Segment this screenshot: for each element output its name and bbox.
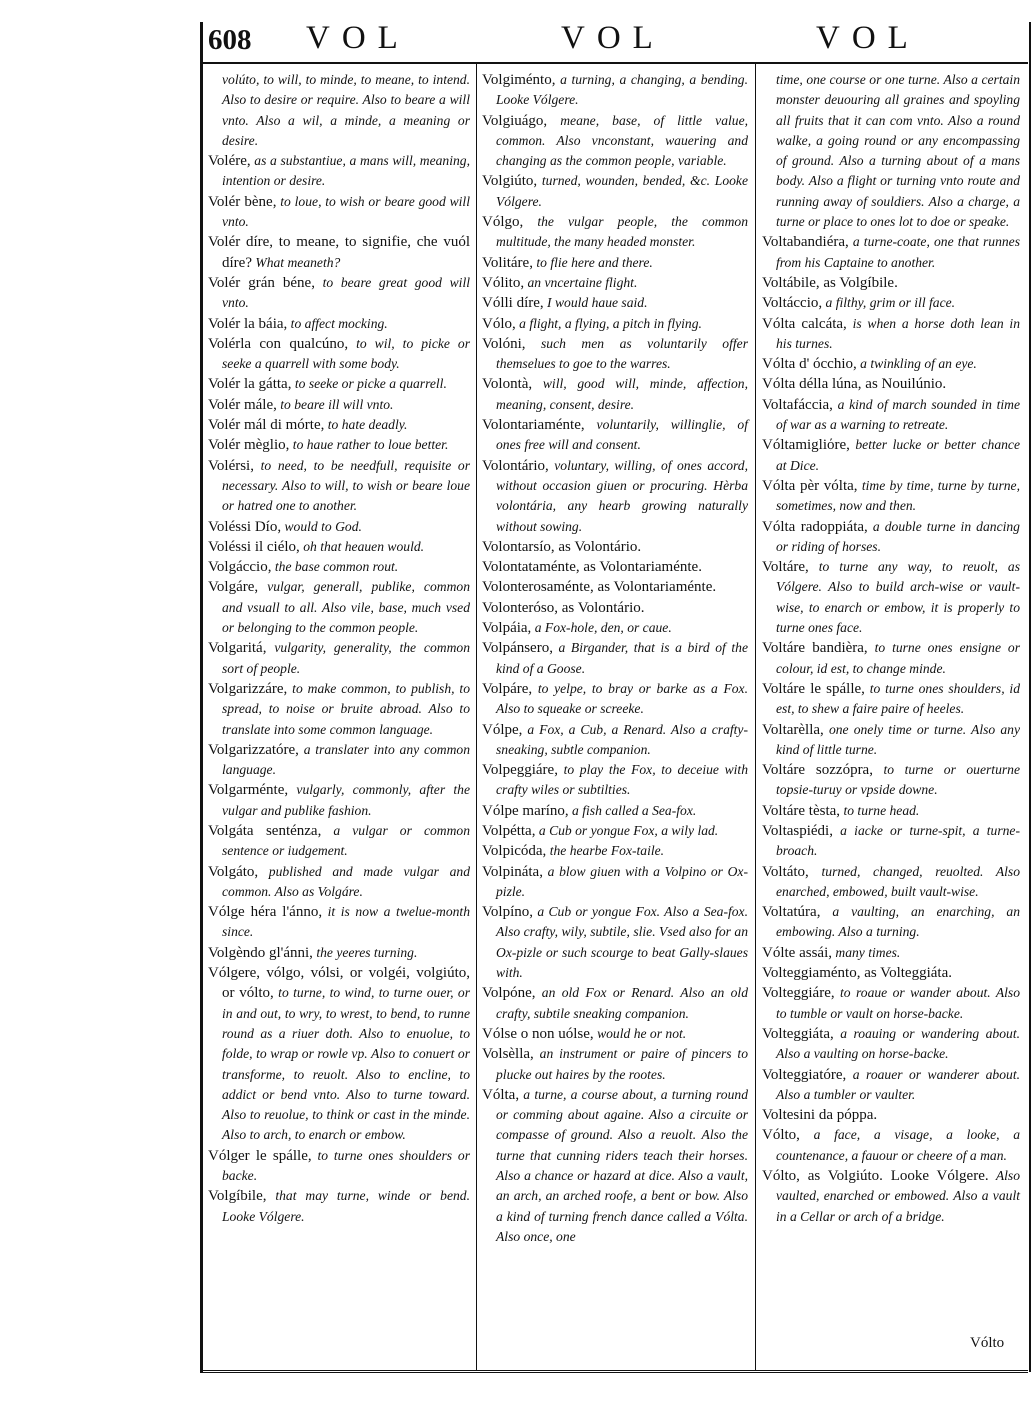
entry-definition: oh that heauen would. bbox=[299, 538, 425, 554]
entry-headword: Vólger le spálle, bbox=[208, 1147, 312, 1164]
dictionary-entry bbox=[208, 1146, 470, 1187]
entry-definition: to turne any way, to reuolt, as Vólgere. Also to build arch-wise or vault-wise, to enarch or embow, it is properly to turne ones face. bbox=[776, 559, 1020, 636]
entry-definition: turned, wounden, bended, &c. Looke Vólgere. bbox=[496, 173, 748, 209]
entry-definition: an vncertaine flight. bbox=[524, 274, 638, 290]
dictionary-entry bbox=[482, 334, 748, 375]
footer-rule bbox=[200, 1370, 1028, 1373]
entry-definition: to loue, to wish or beare good will vnto. bbox=[222, 193, 470, 230]
dictionary-entry bbox=[482, 720, 748, 761]
entry-definition: a vulgar or common sentence or iudgement. bbox=[222, 822, 470, 859]
dictionary-entry bbox=[208, 780, 470, 821]
entry-headword: Volpeggiáre, bbox=[482, 762, 558, 779]
entry-definition: as a substantiue, a mans will, meaning, intention or desire. bbox=[222, 153, 470, 189]
dictionary-entry bbox=[482, 374, 748, 415]
entry-headword: Voltáccio, bbox=[762, 295, 823, 312]
dictionary-entry bbox=[208, 192, 470, 233]
dictionary-entry bbox=[762, 963, 1020, 983]
dictionary-entry bbox=[482, 598, 748, 618]
entry-headword: Volgarizzáre, bbox=[208, 680, 288, 697]
entry-headword: Vólo, bbox=[482, 315, 516, 332]
entry-definition: to beare great good will vnto. bbox=[222, 274, 471, 311]
dictionary-entry bbox=[482, 841, 748, 861]
entry-headword: Vólpe maríno, bbox=[482, 802, 569, 819]
entry-headword: Vólgere, vólgo, vólsi, or volgéi, volgiúto, or vólto, bbox=[208, 965, 470, 1002]
dictionary-entry bbox=[482, 273, 748, 293]
entry-headword: Volér la gátta, bbox=[208, 376, 292, 393]
entry-definition: an instrument or paire of pincers to plucke out haires by the rootes. bbox=[496, 1046, 748, 1082]
dictionary-entry bbox=[208, 374, 470, 394]
entry-headword: Volgáccio, bbox=[208, 559, 272, 576]
dictionary-entry bbox=[208, 821, 470, 862]
entry-definition: vulgarity, generality, the common sort of people. bbox=[222, 640, 470, 676]
entry-definition: a twinkling of an eye. bbox=[856, 356, 977, 372]
entry-headword: Volontarsío, as Volontário. bbox=[482, 538, 642, 555]
entry-headword: Voltáre bandièra, bbox=[762, 640, 868, 657]
entry-headword: Volgarménte, bbox=[208, 782, 289, 799]
running-header bbox=[206, 20, 1021, 60]
entry-headword: Voléssi il ciélo, bbox=[208, 538, 300, 555]
entry-headword: Vólta radoppiáta, bbox=[762, 518, 868, 535]
entry-definition: the vulgar people, the common multitude, the many headed monster. bbox=[496, 214, 748, 250]
dictionary-entry bbox=[482, 1024, 748, 1044]
entry-definition: a face, a visage, a looke, a countenance, a fauour or cheere of a man. bbox=[776, 1127, 1020, 1163]
entry-headword: Volér grán béne, bbox=[208, 274, 315, 291]
dictionary-entry bbox=[208, 963, 470, 1146]
entry-definition: a turne, a course about, a turning round or comming about againe. Also a circuite or compasse of ground. Also a reuolt. Also the turne that cunning riders teach their horses. Also a chance or hazard at dice. Also a vault, an arch, an arched roofe, a bent or bow. Also a kind of turning french dance called a Vólta. Also once, one bbox=[496, 1086, 748, 1244]
dictionary-entry bbox=[762, 314, 1020, 355]
entry-headword: Volteggiaménto, as Volteggiáta. bbox=[762, 965, 952, 982]
entry-definition: to turne or ouerturne topsie-turuy or vpside downe. bbox=[776, 762, 1020, 798]
entry-definition: vulgarly, commonly, after the vulgar and publike fashion. bbox=[222, 782, 470, 818]
dictionary-entry bbox=[208, 334, 470, 375]
entry-definition: time by time, turne by turne, sometimes, now and then. bbox=[776, 477, 1020, 514]
entry-definition: to wil, to picke or seeke a quarrell with some body. bbox=[222, 335, 471, 372]
entry-definition: to hate deadly. bbox=[324, 417, 408, 433]
dictionary-entry bbox=[762, 1024, 1020, 1065]
entry-headword: Volontariaménte, bbox=[482, 417, 585, 434]
entry-headword: Volonterosaménte, as Volontariaménte. bbox=[482, 579, 717, 596]
dictionary-entry bbox=[208, 314, 470, 334]
entry-definition: a turning, a changing, a bending. Looke Vólgere. bbox=[496, 72, 748, 108]
entry-definition: will, good will, minde, affection, meaning, consent, desire. bbox=[496, 376, 748, 412]
entry-definition: many times. bbox=[831, 944, 901, 960]
dictionary-entry bbox=[482, 902, 748, 983]
dictionary-entry bbox=[482, 679, 748, 720]
dictionary-entry bbox=[482, 983, 748, 1024]
dictionary-entry bbox=[762, 435, 1020, 476]
entry-headword: Volpáia, bbox=[482, 620, 532, 637]
entry-definition: to affect mocking. bbox=[287, 315, 388, 331]
dictionary-entry bbox=[482, 1044, 748, 1085]
entry-headword: Vólta d' ócchio, bbox=[762, 356, 857, 373]
entry-headword: Volérsi, bbox=[208, 457, 254, 474]
dictionary-entry bbox=[208, 557, 470, 577]
entry-headword: Voltáto, bbox=[762, 863, 809, 880]
entry-headword: Voltatúra, bbox=[762, 904, 821, 921]
column-divider bbox=[755, 63, 756, 1370]
entry-definition: a vaulting, an enarching, an embowing. Also a turning. bbox=[776, 904, 1020, 940]
dictionary-entry bbox=[208, 232, 470, 273]
entry-headword: Volér la báia, bbox=[208, 315, 288, 332]
entry-headword: Volgáta senténza, bbox=[208, 822, 322, 839]
entry-definition: turned, changed, reuolted. Also enarched, embowed, built vault-wise. bbox=[776, 863, 1020, 899]
entry-definition: What meaneth? bbox=[251, 254, 341, 270]
running-headword: VOL bbox=[816, 20, 920, 56]
entry-definition: meane, base, of little value, common. Also vnconstant, wauering and changing as the common people, variable. bbox=[496, 112, 748, 169]
entry-definition: to turne ones shoulders, id est, to shew a faire paire of heeles. bbox=[776, 680, 1020, 717]
entry-headword: Voltafáccia, bbox=[762, 396, 833, 413]
entry-definition: better lucke or better chance at Dice. bbox=[776, 437, 1020, 473]
dictionary-entry bbox=[208, 273, 470, 314]
dictionary-entry bbox=[208, 395, 470, 415]
dictionary-entry bbox=[762, 374, 1020, 394]
dictionary-entry bbox=[208, 638, 470, 679]
entry-headword: Volteggiáta, bbox=[762, 1025, 834, 1042]
entry-definition: a Birgander, that is a bird of the kind of a Goose. bbox=[496, 640, 748, 676]
dictionary-entry bbox=[482, 1085, 748, 1247]
entry-definition: to haue rather to loue better. bbox=[289, 437, 449, 453]
entry-definition: volúto, to will, to minde, to meane, to intend. Also to desire or require. Also to beare a will vnto. Also a wil, a minde, a meaning or desire. bbox=[222, 72, 470, 148]
entry-definition: to play the Fox, to deceiue with crafty wiles or subtilties. bbox=[496, 762, 748, 798]
entry-headword: Volsèlla, bbox=[482, 1046, 534, 1063]
page-number: 608 bbox=[208, 24, 252, 56]
dictionary-entry bbox=[762, 232, 1020, 273]
entry-headword: Vólta délla lúna, as Nouilúnio. bbox=[762, 376, 947, 393]
dictionary-entry bbox=[762, 943, 1020, 963]
entry-definition: a iacke or turne-spit, a turne-broach. bbox=[776, 822, 1020, 859]
dictionary-entry bbox=[762, 476, 1020, 517]
dictionary-entry bbox=[208, 862, 470, 903]
dictionary-entry bbox=[762, 760, 1020, 801]
entry-headword: Vólta calcáta, bbox=[762, 315, 847, 332]
entry-definition: a fish called a Sea-fox. bbox=[568, 802, 697, 818]
entry-headword: Vólte assái, bbox=[762, 944, 832, 961]
entry-headword: Volpáre, bbox=[482, 680, 533, 697]
entry-definition: to turne head. bbox=[840, 802, 920, 818]
entry-headword: Volér díre, to meane, to signifie, che vuól díre? bbox=[208, 234, 470, 271]
entry-definition: published and made vulgar and common. Also as Volgáre. bbox=[222, 863, 470, 899]
entry-definition: is when a horse doth lean in his turnes. bbox=[776, 315, 1021, 351]
dictionary-entry bbox=[762, 1125, 1020, 1166]
dictionary-entry bbox=[482, 537, 748, 557]
entry-headword: Volgiúto, bbox=[482, 173, 538, 190]
entry-headword: Voltáre, bbox=[762, 559, 809, 576]
entry-headword: Volontataménte, as Volontariaménte. bbox=[482, 559, 702, 576]
entry-headword: Volér mále, bbox=[208, 396, 277, 413]
entry-definition: it is now a twelue-month since. bbox=[222, 904, 470, 940]
dictionary-entry bbox=[482, 171, 748, 212]
dictionary-entry bbox=[762, 821, 1020, 862]
entry-definition: a translater into any common language. bbox=[222, 741, 470, 778]
dictionary-entry bbox=[762, 862, 1020, 903]
entry-definition: Also vaulted, enarched or embowed. Also a vault in a Cellar or arch of a bridge. bbox=[776, 1168, 1020, 1224]
entry-headword: Vólge héra l'ánno, bbox=[208, 904, 323, 921]
entry-definition: would to God. bbox=[281, 518, 362, 534]
entry-definition: voluntary, willing, of ones accord, without occasion giuen or procuring. Hèrba volontária, any hearb growing naturally without sowing. bbox=[496, 457, 748, 534]
entry-definition: a filthy, grim or ill face. bbox=[822, 295, 956, 311]
entry-headword: Voltesini da póppa. bbox=[762, 1107, 878, 1124]
entry-headword: Volgèndo gl'ánni, bbox=[208, 944, 313, 961]
entry-definition: to seeke or picke a quarrell. bbox=[291, 376, 447, 392]
entry-definition: vulgar, generall, publike, common and vsuall to all. Also vile, base, much vsed or belonging to the common people. bbox=[222, 579, 470, 636]
running-headword: VOL bbox=[561, 20, 665, 56]
dictionary-entry bbox=[762, 517, 1020, 558]
entry-headword: Volgaritá, bbox=[208, 640, 267, 657]
dictionary-entry bbox=[762, 720, 1020, 761]
entry-definition: a blow giuen with a Volpino or Ox-pizle. bbox=[496, 863, 748, 899]
entry-definition: to roaue or wander about. Also to tumble or vault on horse-backe. bbox=[776, 985, 1020, 1021]
entry-headword: Voléssi Dío, bbox=[208, 518, 282, 535]
dictionary-entry bbox=[482, 456, 748, 537]
dictionary-entry bbox=[208, 943, 470, 963]
dictionary-entry bbox=[208, 456, 470, 517]
entry-headword: Voltábile, as Volgíbile. bbox=[762, 274, 898, 291]
entry-headword: Volpináta, bbox=[482, 863, 543, 880]
entry-headword: Volpánsero, bbox=[482, 640, 553, 657]
entry-definition: the yeeres turning. bbox=[312, 944, 418, 960]
dictionary-entry bbox=[482, 253, 748, 273]
entry-headword: Volér mál di mórte, bbox=[208, 417, 325, 434]
dictionary-entry bbox=[208, 679, 470, 740]
entry-headword: Vóltamigliόre, bbox=[762, 437, 850, 454]
entry-definition: to need, to be needfull, requisite or necessary. Also to will, to wish or beare loue or hatred one to another. bbox=[222, 457, 470, 514]
entry-definition: to turne ones shoulders or backe. bbox=[222, 1147, 471, 1184]
dictionary-column-middle bbox=[482, 70, 748, 1247]
dictionary-entry bbox=[482, 760, 748, 801]
entry-definition: a Cub or yongue Fox. Also a Sea-fox. Also crafty, wily, subtile, slie. Vsed also for an Ox-pizle or such scourge to beat Gally-slaues with. bbox=[496, 904, 748, 981]
dictionary-entry bbox=[208, 577, 470, 638]
entry-headword: Vólgo, bbox=[482, 214, 524, 231]
entry-headword: Volpíno, bbox=[482, 904, 533, 921]
dictionary-entry bbox=[208, 740, 470, 781]
entry-headword: Volér bène, bbox=[208, 193, 277, 210]
entry-headword: Vólpe, bbox=[482, 721, 523, 738]
dictionary-entry bbox=[482, 70, 748, 111]
dictionary-entry bbox=[208, 517, 470, 537]
dictionary-entry bbox=[482, 314, 748, 334]
dictionary-entry bbox=[208, 902, 470, 943]
dictionary-entry bbox=[762, 395, 1020, 436]
entry-headword: Voltaspiédi, bbox=[762, 822, 833, 839]
dictionary-entry bbox=[762, 1105, 1020, 1125]
entry-headword: Volér mèglio, bbox=[208, 437, 290, 454]
entry-definition: that may turne, winde or bend. Looke Vólgere. bbox=[222, 1188, 470, 1224]
entry-headword: Volgáre, bbox=[208, 579, 259, 596]
entry-definition: a roauer or wanderer about. Also a tumbler or vaulter. bbox=[776, 1066, 1020, 1102]
entry-headword: Volgíbile, bbox=[208, 1188, 267, 1205]
dictionary-entry bbox=[762, 679, 1020, 720]
dictionary-entry bbox=[762, 902, 1020, 943]
entry-definition: time, one course or one turne. Also a certain monster deuouring all graines and spoyling all fruits that it can com vnto. Also a round walke, a going round or any encompassing of ground. Also a turning about of a mans body. Also a flight or turning vnto route and running away of souldiers. Also a charge, a turne or place to ones lot to doe or speake. bbox=[776, 72, 1020, 230]
entry-headword: Volgáto, bbox=[208, 863, 259, 880]
dictionary-entry bbox=[208, 151, 470, 192]
dictionary-entry bbox=[208, 70, 470, 151]
entry-definition: to turne ones ensigne or colour, id est, to change minde. bbox=[776, 640, 1020, 676]
dictionary-entry bbox=[762, 983, 1020, 1024]
entry-headword: Volgiuágo, bbox=[482, 112, 548, 129]
dictionary-entry bbox=[208, 435, 470, 455]
header-rule bbox=[200, 62, 1028, 64]
dictionary-entry bbox=[482, 293, 748, 313]
dictionary-entry bbox=[482, 577, 748, 597]
entry-definition: the hearbe Fox-taile. bbox=[546, 843, 665, 859]
entry-headword: Vólto, as Volgiúto. Looke Vólgere. bbox=[762, 1168, 989, 1185]
dictionary-entry bbox=[762, 1065, 1020, 1106]
entry-definition: a roauing or wandering about. Also a vaulting on horse-backe. bbox=[776, 1025, 1020, 1062]
entry-headword: Volgarizzatóre, bbox=[208, 741, 299, 758]
entry-definition: to flie here and there. bbox=[532, 254, 653, 270]
entry-headword: Volpicóda, bbox=[482, 843, 547, 860]
dictionary-entry bbox=[482, 415, 748, 456]
entry-headword: Volitáre, bbox=[482, 254, 533, 271]
entry-headword: Vólse o non uólse, bbox=[482, 1025, 594, 1042]
catchword: Vólto bbox=[970, 1335, 1005, 1351]
dictionary-entry bbox=[762, 638, 1020, 679]
dictionary-entry bbox=[762, 557, 1020, 638]
running-headword: VOL bbox=[306, 20, 410, 56]
entry-headword: Vólito, bbox=[482, 274, 525, 291]
dictionary-entry bbox=[208, 537, 470, 557]
entry-definition: a kind of march sounded in time of war as a warning to retreate. bbox=[776, 396, 1020, 433]
dictionary-entry bbox=[482, 557, 748, 577]
entry-headword: Volteggiáre, bbox=[762, 985, 835, 1002]
dictionary-column-right bbox=[762, 70, 1020, 1227]
entry-headword: Volpétta, bbox=[482, 822, 536, 839]
entry-definition: I would haue said. bbox=[543, 295, 648, 311]
entry-definition: a Fox-hole, den, or caue. bbox=[531, 620, 672, 636]
entry-definition: to turne, to wind, to turne ouer, or in and out, to wry, to wrest, to bend, to runne round as a riuer doth. Also to enuolue, to folde, to wrap or rowle vp. Also to conuert or transforme, to reuolt. Also to encline, to addict or bend vnto. Also to turne toward. Also to reuolue, to think or cast in the minde. Also to arch, to enarch or embow. bbox=[222, 985, 470, 1143]
entry-headword: Volérla con qualcúno, bbox=[208, 335, 349, 352]
entry-headword: Vólto, bbox=[762, 1127, 800, 1144]
entry-headword: Volontário, bbox=[482, 457, 549, 474]
dictionary-entry bbox=[762, 1166, 1020, 1227]
entry-headword: Vólta, bbox=[482, 1086, 520, 1103]
dictionary-entry bbox=[482, 638, 748, 679]
entry-headword: Volteggiatóre, bbox=[762, 1066, 847, 1083]
dictionary-entry bbox=[208, 415, 470, 435]
entry-headword: Volgiménto, bbox=[482, 72, 556, 88]
entry-headword: Volontà, bbox=[482, 376, 533, 393]
dictionary-column-left bbox=[208, 70, 470, 1227]
dictionary-entry bbox=[482, 212, 748, 253]
entry-definition: one onely time or turne. Also any kind of little turne. bbox=[776, 721, 1020, 757]
entry-definition: an old Fox or Renard. Also an old crafty, subtile sneaking companion. bbox=[496, 985, 748, 1021]
dictionary-entry bbox=[482, 111, 748, 172]
entry-headword: Volpóne, bbox=[482, 985, 536, 1002]
dictionary-entry bbox=[208, 1186, 470, 1227]
entry-definition: a Cub or yongue Fox, a wily lad. bbox=[535, 822, 719, 838]
entry-headword: Voltáre le spálle, bbox=[762, 680, 865, 697]
dictionary-entry bbox=[482, 821, 748, 841]
entry-definition: to yelpe, to bray or barke as a Fox. Also to squeake or screeke. bbox=[496, 680, 748, 717]
entry-headword: Vólta pèr vólta, bbox=[762, 477, 858, 494]
entry-headword: Voltáre sozzópra, bbox=[762, 762, 873, 779]
dictionary-entry bbox=[762, 273, 1020, 293]
entry-headword: Vólli díre, bbox=[482, 295, 544, 312]
entry-definition: a double turne in dancing or riding of horses. bbox=[776, 518, 1020, 554]
entry-headword: Volére, bbox=[208, 153, 251, 170]
entry-headword: Voltarèlla, bbox=[762, 721, 824, 738]
entry-definition: a flight, a flying, a pitch in flying. bbox=[515, 315, 702, 331]
entry-headword: Volóni, bbox=[482, 335, 526, 352]
entry-definition: to beare ill will vnto. bbox=[276, 396, 394, 412]
entry-definition: would he or not. bbox=[593, 1025, 687, 1041]
dictionary-entry bbox=[762, 70, 1020, 232]
dictionary-entry bbox=[762, 293, 1020, 313]
dictionary-entry bbox=[482, 801, 748, 821]
dictionary-entry bbox=[482, 862, 748, 903]
entry-definition: a Fox, a Cub, a Renard. Also a crafty-sneaking, subtle companion. bbox=[496, 721, 748, 757]
entry-definition: the base common rout. bbox=[271, 559, 399, 575]
entry-definition: voluntarily, willinglie, of ones free will and consent. bbox=[496, 417, 748, 453]
entry-headword: Volonteróso, as Volontário. bbox=[482, 599, 645, 616]
dictionary-entry bbox=[762, 801, 1020, 821]
dictionary-entry bbox=[762, 354, 1020, 374]
entry-headword: Voltáre tèsta, bbox=[762, 802, 841, 819]
entry-definition: such men as voluntarily offer themselues to goe to the warres. bbox=[496, 335, 748, 372]
entry-definition: a turne-coate, one that runnes from his Captaine to another. bbox=[776, 234, 1020, 270]
column-divider bbox=[476, 63, 477, 1370]
dictionary-entry bbox=[482, 618, 748, 638]
entry-definition: to make common, to publish, to spread, to noise or bruite abroad. Also to translate into some common language. bbox=[222, 680, 470, 737]
entry-headword: Voltabandiéra, bbox=[762, 234, 849, 251]
